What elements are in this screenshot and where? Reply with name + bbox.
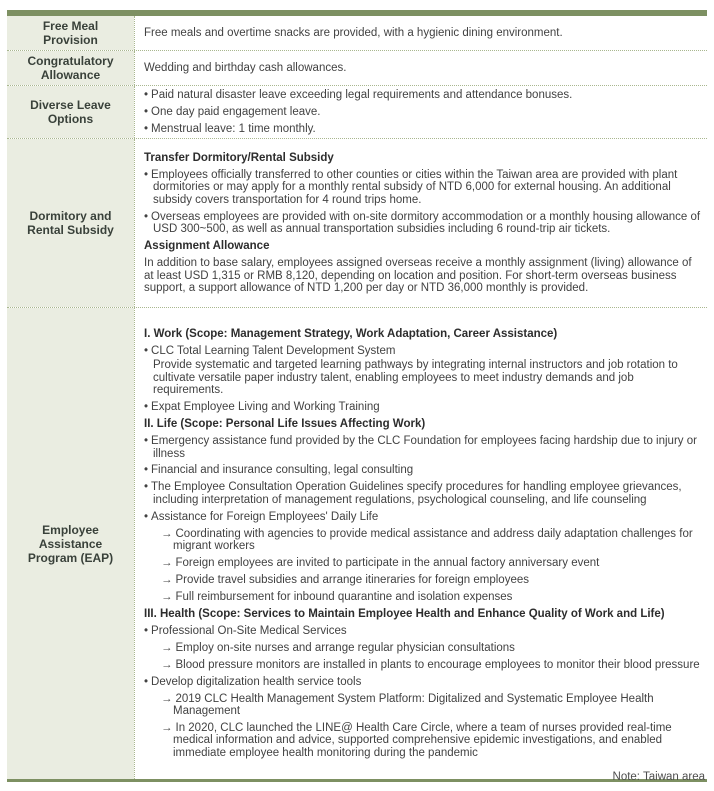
table-row bbox=[7, 85, 707, 138]
item-text: Expat Employee Living and Working Training bbox=[151, 400, 380, 413]
content-bullet bbox=[144, 435, 701, 460]
content-bullet bbox=[144, 106, 701, 118]
item-text: Assistance for Foreign Employees' Daily Life bbox=[151, 510, 379, 523]
item-text: Full reimbursement for inbound quarantine and isolation expenses bbox=[175, 590, 513, 603]
content-heading: II. Life (Scope: Personal Life Issues Affecting Work) bbox=[144, 418, 426, 431]
bullet-glyph: • bbox=[144, 481, 149, 494]
item-text: Blood pressure monitors are installed in plants to encourage employees to monitor their blood pressure bbox=[175, 658, 700, 671]
benefits-table bbox=[7, 10, 707, 782]
content-bullet bbox=[144, 481, 701, 506]
content-heading: Assignment Allowance bbox=[144, 240, 270, 253]
bullet-glyph: • bbox=[144, 210, 149, 223]
content-bullet bbox=[144, 511, 701, 523]
content-arrow bbox=[144, 722, 701, 759]
bullet-glyph: • bbox=[144, 510, 149, 523]
row-label: Dormitory and Rental Subsidy bbox=[7, 139, 134, 307]
bullet-glyph: • bbox=[144, 89, 149, 101]
content-arrow bbox=[144, 528, 701, 553]
content-arrow bbox=[144, 693, 701, 718]
arrow-icon: → bbox=[161, 658, 173, 671]
arrow-icon: → bbox=[161, 556, 173, 569]
item-text: Paid natural disaster leave exceeding legal requirements and attendance bonuses. bbox=[151, 89, 573, 101]
content-bullet bbox=[144, 464, 701, 476]
content-bullet bbox=[144, 211, 701, 236]
item-text: The Employee Consultation Operation Guidelines specify procedures for handling employee grievances, including interpretation of management regulations, psychological counseling, and life counseling bbox=[151, 481, 682, 506]
content-heading: Transfer Dormitory/Rental Subsidy bbox=[144, 151, 334, 164]
bullet-glyph: • bbox=[144, 464, 149, 477]
table-row bbox=[7, 50, 707, 85]
content-bullet bbox=[144, 89, 701, 101]
item-text: One day paid engagement leave. bbox=[151, 105, 321, 118]
content-arrow bbox=[144, 557, 701, 569]
content-heading: I. Work (Scope: Management Strategy, Work Adaptation, Career Assistance) bbox=[144, 328, 558, 341]
item-text: Menstrual leave: 1 time monthly. bbox=[151, 122, 316, 135]
item-text: Coordinating with agencies to provide medical assistance and address daily adaptation challenges for migrant workers bbox=[173, 527, 693, 552]
item-text: Financial and insurance consulting, legal consulting bbox=[151, 464, 414, 477]
content-indent-para: Provide systematic and targeted learning pathways by integrating internal instructors and job rotation to cultivate versatile paper industry talent, enabling employees to meet industry demands and job requirements. bbox=[153, 359, 678, 396]
table-row bbox=[7, 16, 707, 50]
content-plain: Free meals and overtime snacks are provided, with a hygienic dining environment. bbox=[144, 26, 563, 39]
bullet-glyph: • bbox=[144, 105, 149, 118]
arrow-icon: → bbox=[161, 573, 173, 586]
row-content bbox=[134, 16, 707, 50]
item-text: Develop digitalization health service tools bbox=[151, 675, 362, 688]
row-content bbox=[134, 51, 707, 85]
bullet-glyph: • bbox=[144, 168, 149, 181]
bullet-glyph: • bbox=[144, 625, 149, 637]
table-row bbox=[7, 138, 707, 307]
bullet-glyph: • bbox=[144, 435, 149, 448]
content-heading: III. Health (Scope: Services to Maintain Employee Health and Enhance Quality of Work and Life) bbox=[144, 608, 665, 621]
content-bullet bbox=[144, 345, 701, 357]
item-text: CLC Total Learning Talent Development System bbox=[151, 345, 396, 358]
row-label: Diverse Leave Options bbox=[7, 86, 134, 138]
benefits-table-rows bbox=[7, 16, 707, 779]
content-arrow bbox=[144, 591, 701, 603]
arrow-icon: → bbox=[161, 641, 173, 654]
bullet-glyph: • bbox=[144, 122, 149, 135]
item-text: Provide travel subsidies and arrange itineraries for foreign employees bbox=[175, 573, 529, 586]
row-label: Employee Assistance Program (EAP) bbox=[7, 308, 134, 779]
content-plain: Wedding and birthday cash allowances. bbox=[144, 61, 347, 74]
content-bullet bbox=[144, 123, 701, 135]
content-arrow bbox=[144, 642, 701, 654]
content-para: In addition to base salary, employees assigned overseas receive a monthly assignment (living) allowance of at least USD 1,315 or RMB 8,120, depending on location and position. For short-term overseas business support, a support allowance of NTD 1,200 per day or NTD 36,000 monthly is provided. bbox=[144, 257, 692, 295]
item-text: Foreign employees are invited to participate in the annual factory anniversary event bbox=[175, 556, 600, 569]
content-bullet bbox=[144, 169, 701, 206]
content-bullet bbox=[144, 676, 701, 688]
item-text: Emergency assistance fund provided by the CLC Foundation for employees facing hardship due to injury or illness bbox=[151, 435, 697, 460]
content-bullet bbox=[144, 401, 701, 413]
item-text: Employees officially transferred to other counties or cities within the Taiwan area are provided with plant dormitories or may apply for a monthly rental subsidy of NTD 6,000 for external housing. An additional subsidy covers transportation for 4 round trips home. bbox=[151, 168, 678, 206]
item-text: Professional On-Site Medical Services bbox=[151, 625, 347, 637]
item-text: In 2020, CLC launched the LINE@ Health Care Circle, where a team of nurses provided real-time medical information and advice, supported comprehensive epidemic investigations, and enabled immediate employee health monitoring during the pandemic bbox=[173, 721, 672, 759]
bullet-glyph: • bbox=[144, 675, 149, 688]
content-bullet bbox=[144, 625, 701, 637]
item-text: Overseas employees are provided with on-site dormitory accommodation or a monthly housing allowance of USD 300~500, as well as annual transportation subsidies including 6 round-trip air tickets. bbox=[151, 210, 701, 235]
row-content bbox=[134, 308, 707, 779]
arrow-icon: → bbox=[161, 527, 173, 540]
row-content bbox=[134, 139, 707, 307]
arrow-icon: → bbox=[161, 590, 173, 603]
bullet-glyph: • bbox=[144, 345, 149, 358]
row-label: Congratulatory Allowance bbox=[7, 51, 134, 85]
content-arrow bbox=[144, 659, 701, 671]
item-text: Employ on-site nurses and arrange regular physician consultations bbox=[175, 641, 515, 654]
table-note: Note: Taiwan area bbox=[612, 771, 705, 783]
bullet-glyph: • bbox=[144, 400, 149, 413]
content-arrow bbox=[144, 574, 701, 586]
row-label: Free Meal Provision bbox=[7, 16, 134, 50]
arrow-icon: → bbox=[161, 692, 173, 705]
row-content bbox=[134, 86, 707, 138]
table-row bbox=[7, 307, 707, 779]
arrow-icon: → bbox=[161, 721, 173, 734]
item-text: 2019 CLC Health Management System Platform: Digitalized and Systematic Employee Health Management bbox=[173, 692, 654, 718]
